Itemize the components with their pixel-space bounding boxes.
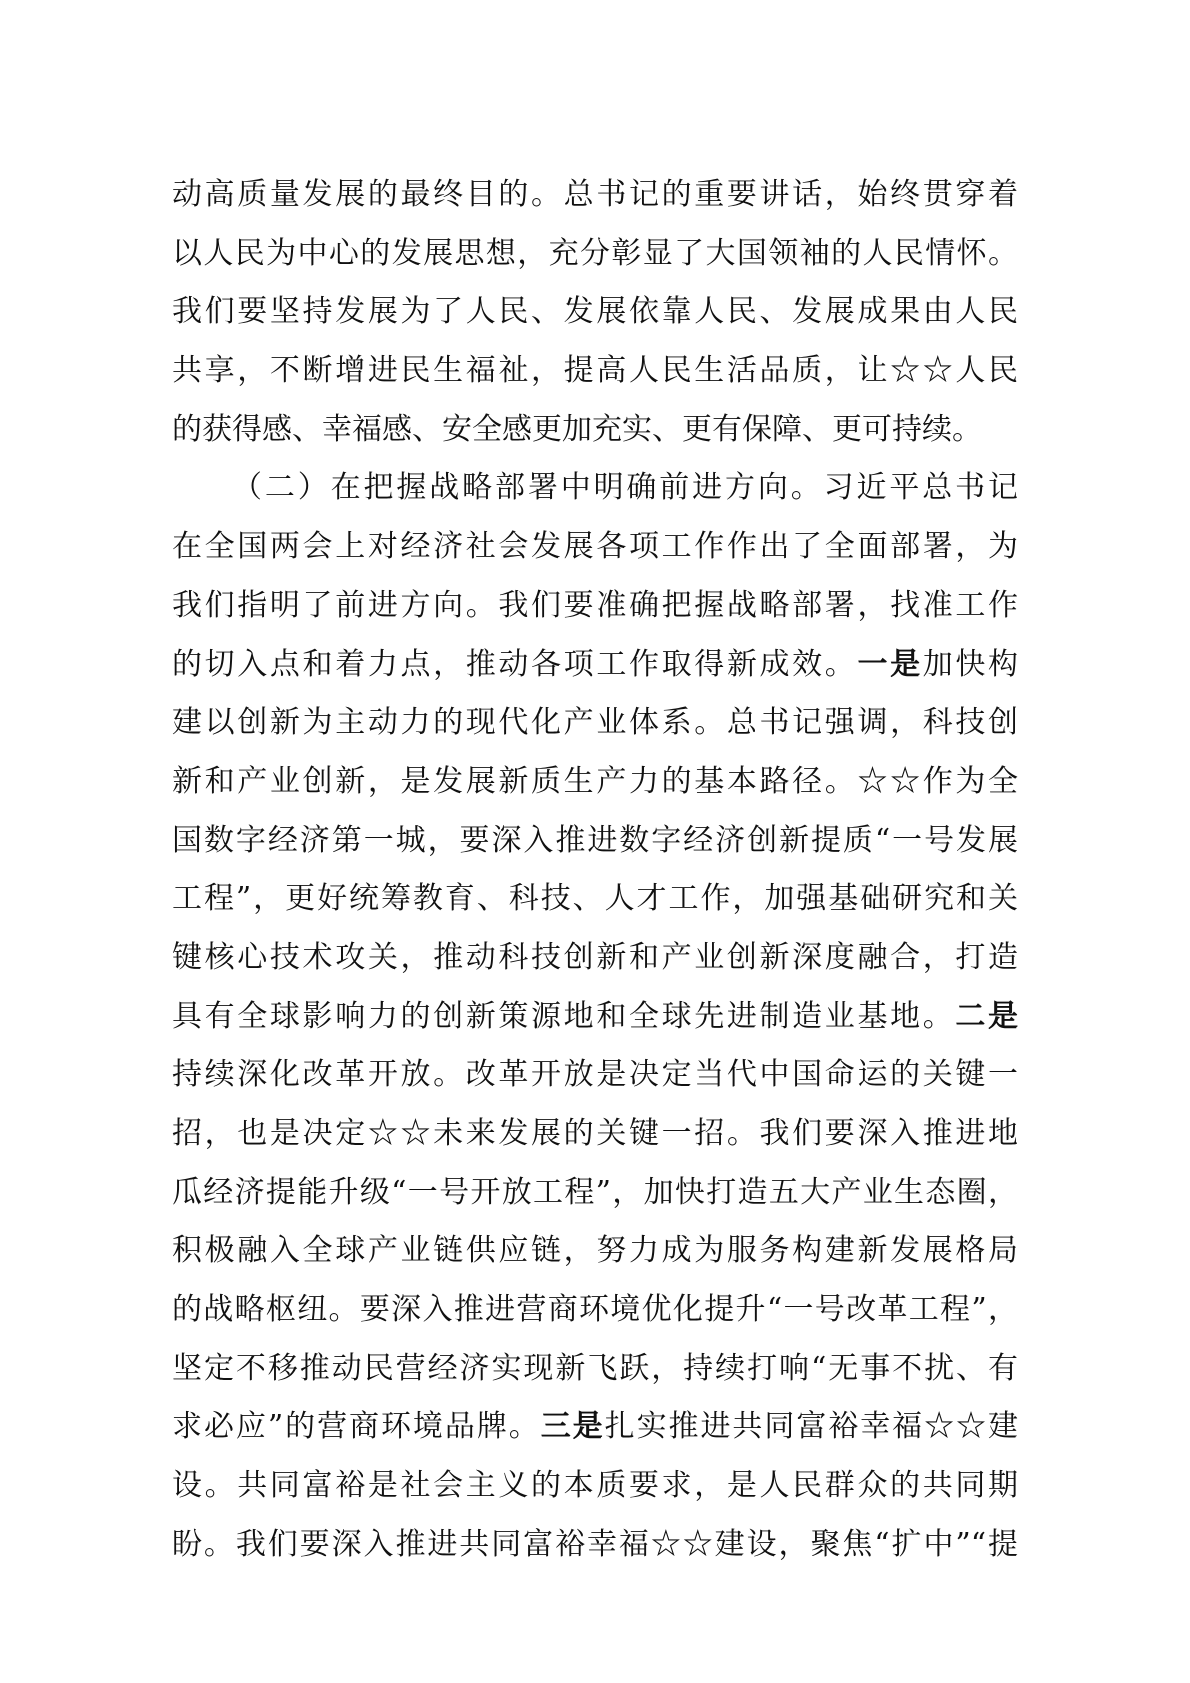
- text-line: [172, 342, 1018, 401]
- body-text: 求必应”的营商环境品牌。: [172, 1409, 541, 1445]
- body-text: 积极融入全球产业链供应链，努力成为服务构建新发展格局: [172, 1233, 1018, 1269]
- body-text: 瓜经济提能升级“一号开放工程”，加快打造五大产业生态圈，: [172, 1174, 1018, 1210]
- body-text: 的切入点和着力点，推动各项工作取得新成效。: [172, 646, 858, 682]
- text-line: [172, 812, 1018, 871]
- text-line: [172, 636, 1018, 695]
- body-text: 的战略枢纽。要深入推进营商环境优化提升“一号改革工程”，: [172, 1292, 1018, 1328]
- body-text: 持续深化改革开放。改革开放是决定当代中国命运的关键一: [172, 1057, 1018, 1093]
- text-line: [172, 577, 1018, 636]
- body-text: 盼。我们要深入推进共同富裕幸福☆☆建设，聚焦“扩中”“提: [172, 1526, 1018, 1562]
- body-text: 动高质量发展的最终目的。总书记的重要讲话，始终贯穿着: [172, 177, 1018, 212]
- text-line: [172, 166, 1018, 225]
- text-line: [172, 1281, 1018, 1340]
- text-line: [172, 988, 1018, 1047]
- body-text: 具有全球影响力的创新策源地和全球先进制造业基地。: [172, 998, 956, 1034]
- text-line: [172, 283, 1018, 342]
- text-line: [172, 459, 1018, 518]
- text-line: [172, 1105, 1018, 1164]
- text-line: [172, 401, 1018, 460]
- text-line: [172, 225, 1018, 284]
- body-text: 我们指明了前进方向。我们要准确把握战略部署，找准工作: [172, 587, 1018, 623]
- document-body: [172, 166, 1018, 1575]
- body-text: 设。共同富裕是社会主义的本质要求，是人民群众的共同期: [172, 1468, 1018, 1504]
- text-line: [172, 694, 1018, 753]
- body-text: 键核心技术攻关，推动科技创新和产业创新深度融合，打造: [172, 939, 1018, 975]
- emphasis-text: 一是: [857, 646, 923, 682]
- emphasis-text: 三是: [540, 1409, 605, 1445]
- body-text: 建以创新为主动力的现代化产业体系。总书记强调，科技创: [172, 705, 1018, 741]
- body-text: 新和产业创新，是发展新质生产力的基本路径。☆☆作为全: [172, 763, 1018, 799]
- body-text: 扎实推进共同富裕幸福☆☆建: [604, 1409, 1019, 1445]
- text-line: [172, 870, 1018, 929]
- text-line: [172, 1340, 1018, 1399]
- body-text: 工程”，更好统筹教育、科技、人才工作，加强基础研究和关: [172, 881, 1018, 917]
- body-text: 加快构: [922, 646, 1019, 682]
- text-line: [172, 1164, 1018, 1223]
- body-text: 国数字经济第一城，要深入推进数字经济创新提质“一号发展: [172, 822, 1018, 858]
- text-line: [172, 1398, 1018, 1457]
- text-line: [172, 753, 1018, 812]
- text-line: [172, 1046, 1018, 1105]
- body-text: 共享，不断增进民生福祉，提高人民生活品质，让☆☆人民: [172, 353, 1018, 389]
- text-line: [172, 1516, 1018, 1575]
- body-text: （二）在把握战略部署中明确前进方向。习近平总书记: [232, 470, 1018, 506]
- body-text: 的获得感、幸福感、安全感更加充实、更有保障、更可持续。: [172, 411, 982, 447]
- body-text: 在全国两会上对经济社会发展各项工作作出了全面部署，为: [172, 529, 1018, 565]
- body-text: 招，也是决定☆☆未来发展的关键一招。我们要深入推进地: [172, 1116, 1018, 1151]
- text-line: [172, 929, 1018, 988]
- text-line: [172, 1457, 1018, 1516]
- text-line: [172, 518, 1018, 577]
- body-text: 我们要坚持发展为了人民、发展依靠人民、发展成果由人民: [172, 294, 1018, 330]
- text-line: [172, 1222, 1018, 1281]
- emphasis-text: 二是: [955, 998, 1018, 1034]
- body-text: 以人民为中心的发展思想，充分彰显了大国领袖的人民情怀。: [172, 235, 1018, 271]
- body-text: 坚定不移推动民营经济实现新飞跃，持续打响“无事不扰、有: [172, 1350, 1018, 1386]
